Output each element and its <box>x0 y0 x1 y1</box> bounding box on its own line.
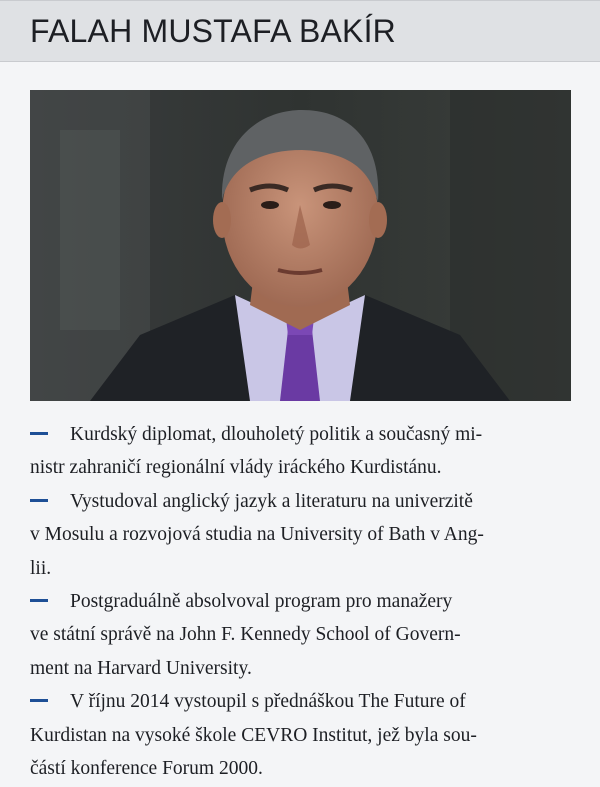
list-item: Postgraduálně absolvoval program pro manažery ve státní správě na John F. Kennedy School of Govern- ment na Harvard University. <box>30 591 461 679</box>
page-title: FALAH MUSTAFA BAKÍR <box>30 13 396 49</box>
dash-icon <box>30 499 48 502</box>
list-item: V říjnu 2014 vystoupil s přednáškou The Future of Kurdistan na vysoké škole CEVRO Institut, jež byla sou- částí konference Forum 2000. <box>30 691 477 780</box>
bio-list <box>30 418 570 785</box>
dash-icon <box>30 699 48 702</box>
dash-icon <box>30 599 48 602</box>
list-item: Vystudoval anglický jazyk a literaturu na univerzitě v Mosulu a rozvojová studia na University of Bath v Ang- lii. <box>30 490 484 579</box>
list-item: Kurdský diplomat, dlouholetý politik a současný mi- nistr zahraničí regionální vlády iráckého Kurdistánu. <box>30 424 483 479</box>
dash-icon <box>30 432 48 435</box>
portrait-illustration <box>30 90 571 401</box>
header-bar <box>0 0 600 62</box>
portrait-photo <box>30 90 571 401</box>
